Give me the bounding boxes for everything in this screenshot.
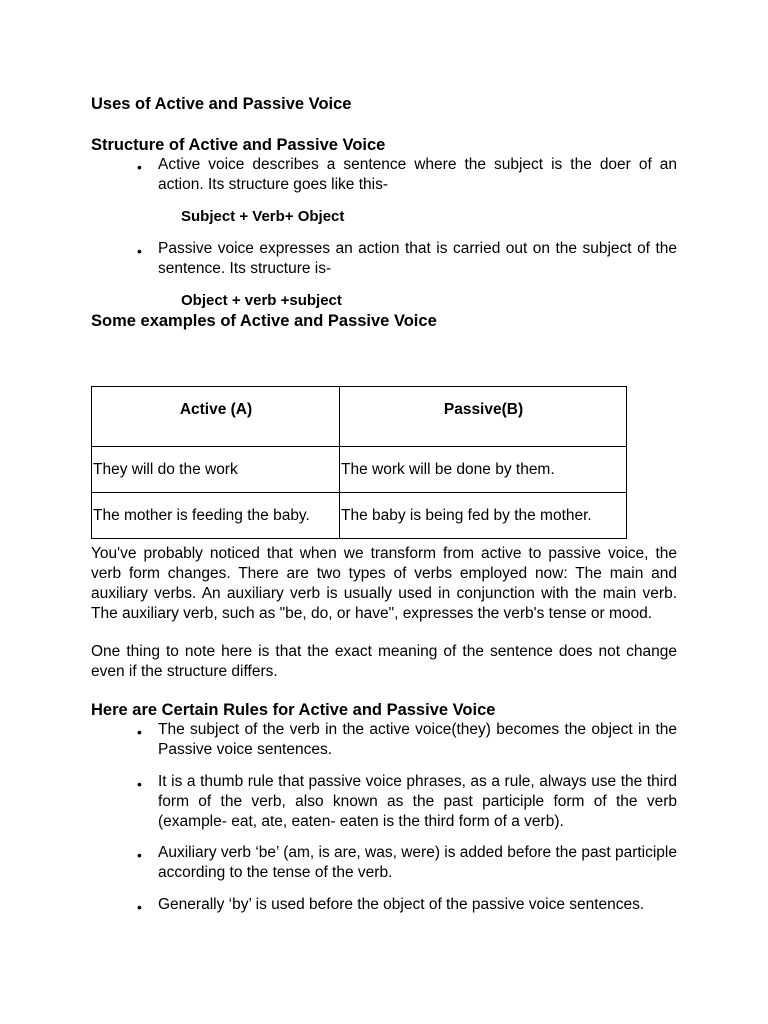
table-cell: The mother is feeding the baby.: [92, 493, 340, 539]
bullet-glyph: •: [137, 724, 142, 740]
table-cell: The baby is being fed by the mother.: [340, 493, 627, 539]
rule-item: Generally ‘by’ is used before the object of the passive voice sentences.: [158, 896, 645, 913]
examples-heading: Some examples of Active and Passive Voice: [91, 312, 437, 330]
formula-active: Subject + Verb+ Object: [181, 208, 345, 225]
table-header-active: Active (A): [92, 387, 340, 447]
table-header-row: [92, 387, 627, 447]
explanation-paragraph: You've probably noticed that when we transform from active to passive voice, the verb form changes. There are two types of verbs employed now: The main and auxiliary verbs. An auxiliary verb is usually used in conjunction with the main verb. The auxiliary verb, such as "be, do, or have", expresses the verb's tense or mood.: [91, 545, 677, 622]
structure-heading: Structure of Active and Passive Voice: [91, 136, 386, 154]
document-title: Uses of Active and Passive Voice: [91, 95, 352, 113]
rule-item: The subject of the verb in the active voice(they) becomes the object in the Passive voice sentences.: [158, 721, 677, 758]
bullet-glyph: •: [137, 776, 142, 792]
structure-bullet-passive: Passive voice expresses an action that is carried out on the subject of the sentence. Its structure is-: [158, 240, 677, 277]
rule-item: It is a thumb rule that passive voice phrases, as a rule, always use the third form of the verb, also known as the past participle form of the verb (example- eat, ate, eaten- eaten is the third form of a verb).: [158, 773, 677, 830]
bullet-glyph: •: [137, 899, 142, 915]
rules-heading: Here are Certain Rules for Active and Passive Voice: [91, 701, 496, 719]
table-row: [92, 493, 627, 539]
table-header-passive: Passive(B): [340, 387, 627, 447]
formula-passive: Object + verb +subject: [181, 292, 342, 309]
table-cell: They will do the work: [92, 447, 340, 493]
bullet-glyph: •: [137, 159, 142, 175]
table-cell: The work will be done by them.: [340, 447, 627, 493]
table-row: [92, 447, 627, 493]
bullet-glyph: •: [137, 243, 142, 259]
structure-bullet-active: Active voice describes a sentence where the subject is the doer of an action. Its structure goes like this-: [158, 156, 677, 193]
rule-item: Auxiliary verb ‘be’ (am, is are, was, were) is added before the past participle according to the tense of the verb.: [158, 844, 677, 881]
examples-table: [91, 386, 627, 539]
note-paragraph: One thing to note here is that the exact meaning of the sentence does not change even if the structure differs.: [91, 643, 677, 680]
bullet-glyph: •: [137, 847, 142, 863]
